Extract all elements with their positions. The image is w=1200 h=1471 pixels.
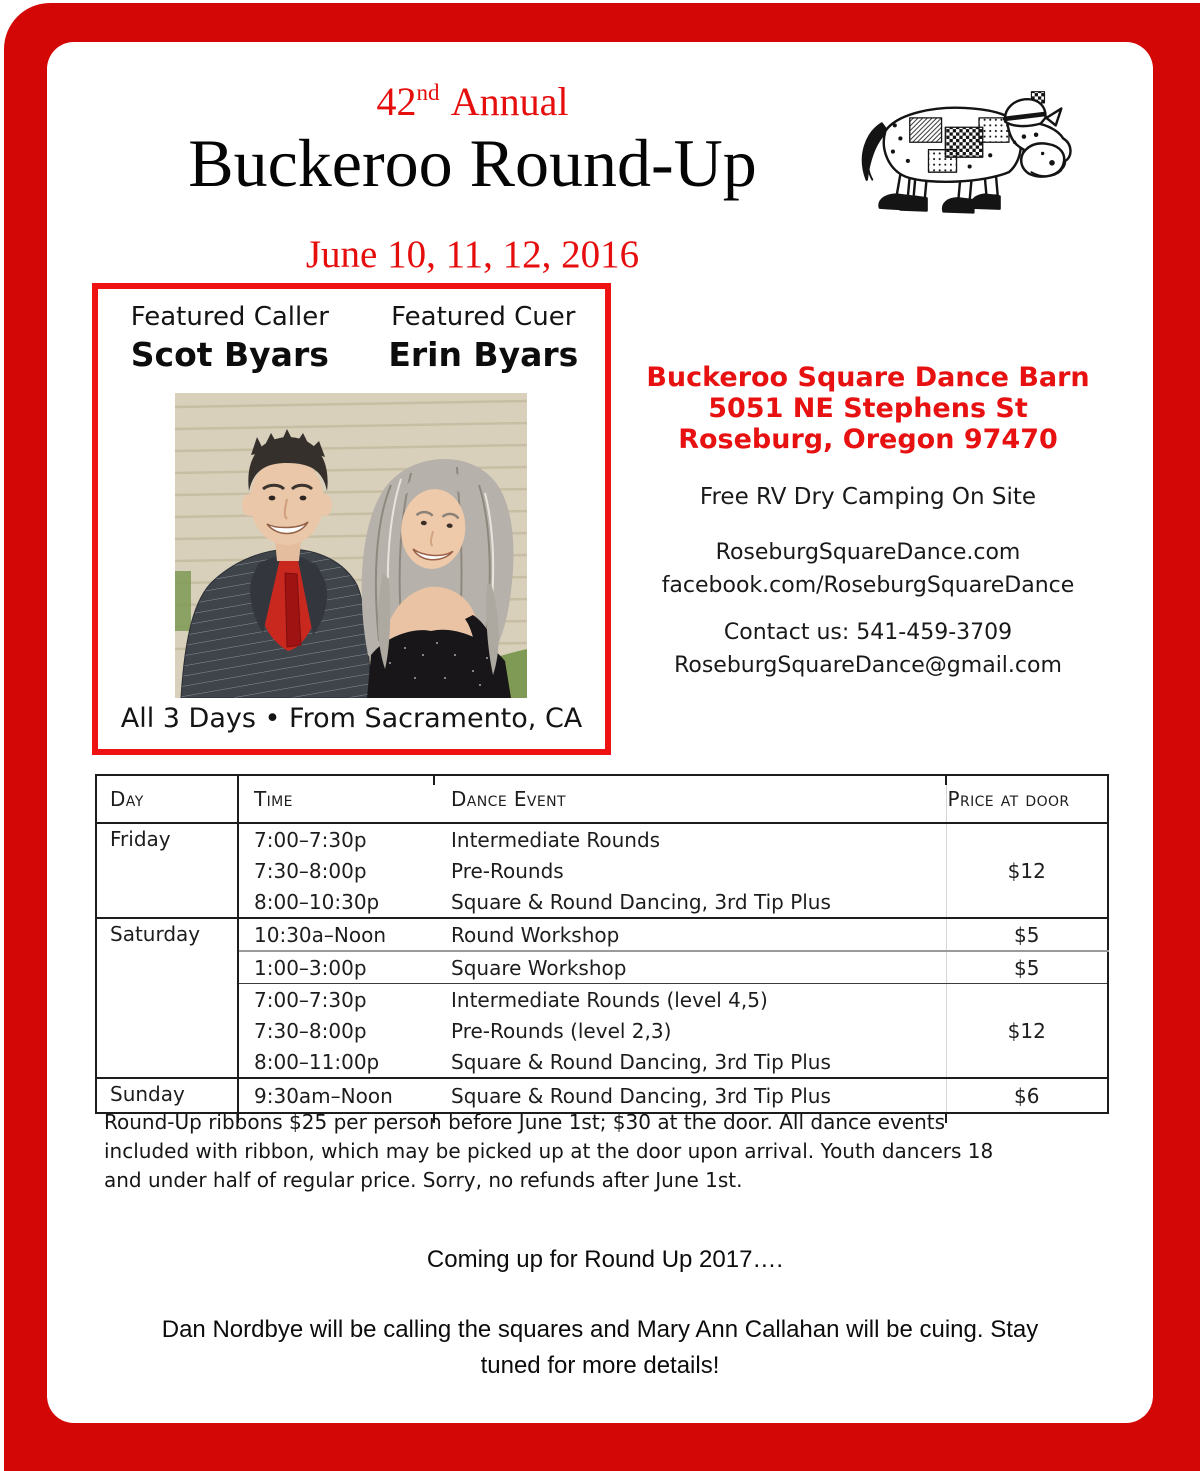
table-row bbox=[96, 1015, 1108, 1046]
schedule-price bbox=[946, 823, 1108, 855]
header-price-at-door: Price at door bbox=[947, 787, 1070, 811]
schedule-event: Intermediate Rounds bbox=[434, 823, 946, 855]
schedule-header-row bbox=[96, 775, 1108, 823]
coming-up-line: Dan Nordbye will be calling the squares and Mary Ann Callahan will be cuing. Stay bbox=[161, 1316, 1039, 1343]
schedule-time: 7:00–7:30p bbox=[254, 987, 367, 1012]
venue-contact-block bbox=[618, 616, 1118, 682]
featured-caption: All 3 Days • From Sacramento, CA bbox=[120, 703, 583, 734]
venue-phone: Contact us: 541-459-3709 bbox=[723, 620, 1013, 645]
horse-clipart-icon bbox=[848, 86, 1110, 234]
schedule-event: Square Workshop bbox=[434, 951, 946, 984]
schedule-price: $5 bbox=[946, 951, 1108, 984]
schedule-time: 1:00–3:00p bbox=[238, 951, 434, 984]
venue-facebook: facebook.com/RoseburgSquareDance bbox=[661, 573, 1075, 598]
schedule-time: 7:00–7:30p bbox=[254, 827, 367, 852]
page-title: Buckeroo Round-Up bbox=[188, 125, 757, 201]
venue-website: RoseburgSquareDance.com bbox=[715, 540, 1021, 565]
featured-labels-row bbox=[98, 302, 605, 374]
ribbon-pricing-info bbox=[104, 1108, 1104, 1195]
venue-info bbox=[618, 362, 1118, 682]
venue-city: Roseburg, Oregon 97470 bbox=[678, 424, 1058, 455]
annual-line bbox=[70, 78, 875, 125]
venue-name: Buckeroo Square Dance Barn bbox=[646, 362, 1090, 393]
table-row bbox=[96, 886, 1108, 918]
venue-links bbox=[618, 536, 1118, 602]
schedule-day: Saturday bbox=[96, 918, 238, 1078]
schedule-day: Friday bbox=[96, 823, 238, 918]
schedule-event: Pre-Rounds (level 2,3) bbox=[434, 1015, 946, 1046]
woman-figure bbox=[362, 459, 514, 698]
coming-up-line: tuned for more details! bbox=[480, 1352, 720, 1379]
table-row bbox=[96, 984, 1108, 1016]
featured-couple-photo-image bbox=[175, 393, 527, 698]
schedule-price: $6 bbox=[946, 1078, 1108, 1113]
event-dates: June 10, 11, 12, 2016 bbox=[305, 233, 640, 276]
featured-cuer-label: Featured Cuer bbox=[391, 302, 576, 332]
schedule-day: Sunday bbox=[96, 1078, 238, 1113]
featured-box bbox=[92, 283, 611, 755]
schedule-section bbox=[95, 774, 1107, 1114]
table-row bbox=[96, 823, 1108, 855]
schedule-price: $12 bbox=[1007, 858, 1046, 883]
featured-cuer-column bbox=[362, 302, 605, 374]
featured-caller-name: Scot Byars bbox=[130, 335, 329, 374]
schedule-event: Round Workshop bbox=[434, 918, 946, 951]
schedule-time: 7:30–8:00p bbox=[254, 1018, 367, 1043]
table-row bbox=[96, 855, 1108, 886]
horse-clipart bbox=[848, 86, 1110, 234]
table-tick bbox=[945, 776, 947, 785]
table-row bbox=[96, 918, 1108, 951]
table-row bbox=[96, 951, 1108, 984]
schedule-event: Square & Round Dancing, 3rd Tip Plus bbox=[434, 1046, 946, 1078]
coming-up-heading: Coming up for Round Up 2017…. bbox=[426, 1246, 784, 1273]
featured-cuer-name: Erin Byars bbox=[388, 335, 579, 374]
ribbon-info-line: and under half of regular price. Sorry, no refunds after June 1st. bbox=[104, 1168, 743, 1192]
featured-couple-photo bbox=[175, 393, 527, 698]
venue-street: 5051 NE Stephens St bbox=[708, 393, 1028, 424]
venue-email: RoseburgSquareDance@gmail.com bbox=[674, 653, 1062, 678]
schedule-event: Square & Round Dancing, 3rd Tip Plus bbox=[434, 886, 946, 918]
schedule-price bbox=[946, 984, 1108, 1016]
ribbon-info-line: Round-Up ribbons $25 per person before June 1st; $30 at the door. All dance events bbox=[104, 1110, 946, 1134]
annual-number: 42 bbox=[376, 79, 417, 124]
ribbon-info-line: included with ribbon, which may be picked up at the door upon arrival. Youth dancers 18 bbox=[104, 1139, 994, 1163]
schedule-event: Pre-Rounds bbox=[434, 855, 946, 886]
header-day: Day bbox=[96, 775, 238, 823]
schedule-time: 8:00–10:30p bbox=[238, 886, 434, 918]
venue-camping-note: Free RV Dry Camping On Site bbox=[699, 484, 1037, 510]
featured-caller-label: Featured Caller bbox=[130, 302, 329, 332]
schedule-price bbox=[946, 1046, 1108, 1078]
schedule-time: 10:30a–Noon bbox=[238, 918, 434, 951]
annual-ordinal: nd bbox=[416, 80, 440, 105]
schedule-event: Square & Round Dancing, 3rd Tip Plus bbox=[434, 1078, 946, 1113]
schedule-event: Intermediate Rounds (level 4,5) bbox=[434, 984, 946, 1016]
schedule-time: 8:00–11:00p bbox=[238, 1046, 434, 1078]
annual-word: Annual bbox=[450, 79, 569, 124]
table-row bbox=[96, 1046, 1108, 1078]
schedule-price: $12 bbox=[1007, 1018, 1046, 1043]
featured-caller-column bbox=[98, 302, 362, 374]
schedule-price: $5 bbox=[946, 918, 1108, 951]
schedule-table bbox=[95, 774, 1109, 1114]
table-tick bbox=[433, 776, 435, 785]
header-dance-event: Dance Event bbox=[434, 775, 946, 823]
schedule-price bbox=[946, 886, 1108, 918]
coming-up-details bbox=[140, 1312, 1060, 1384]
schedule-time: 7:30–8:00p bbox=[254, 858, 367, 883]
header-time: Time bbox=[254, 787, 293, 811]
schedule-time: 9:30am–Noon bbox=[238, 1078, 434, 1113]
